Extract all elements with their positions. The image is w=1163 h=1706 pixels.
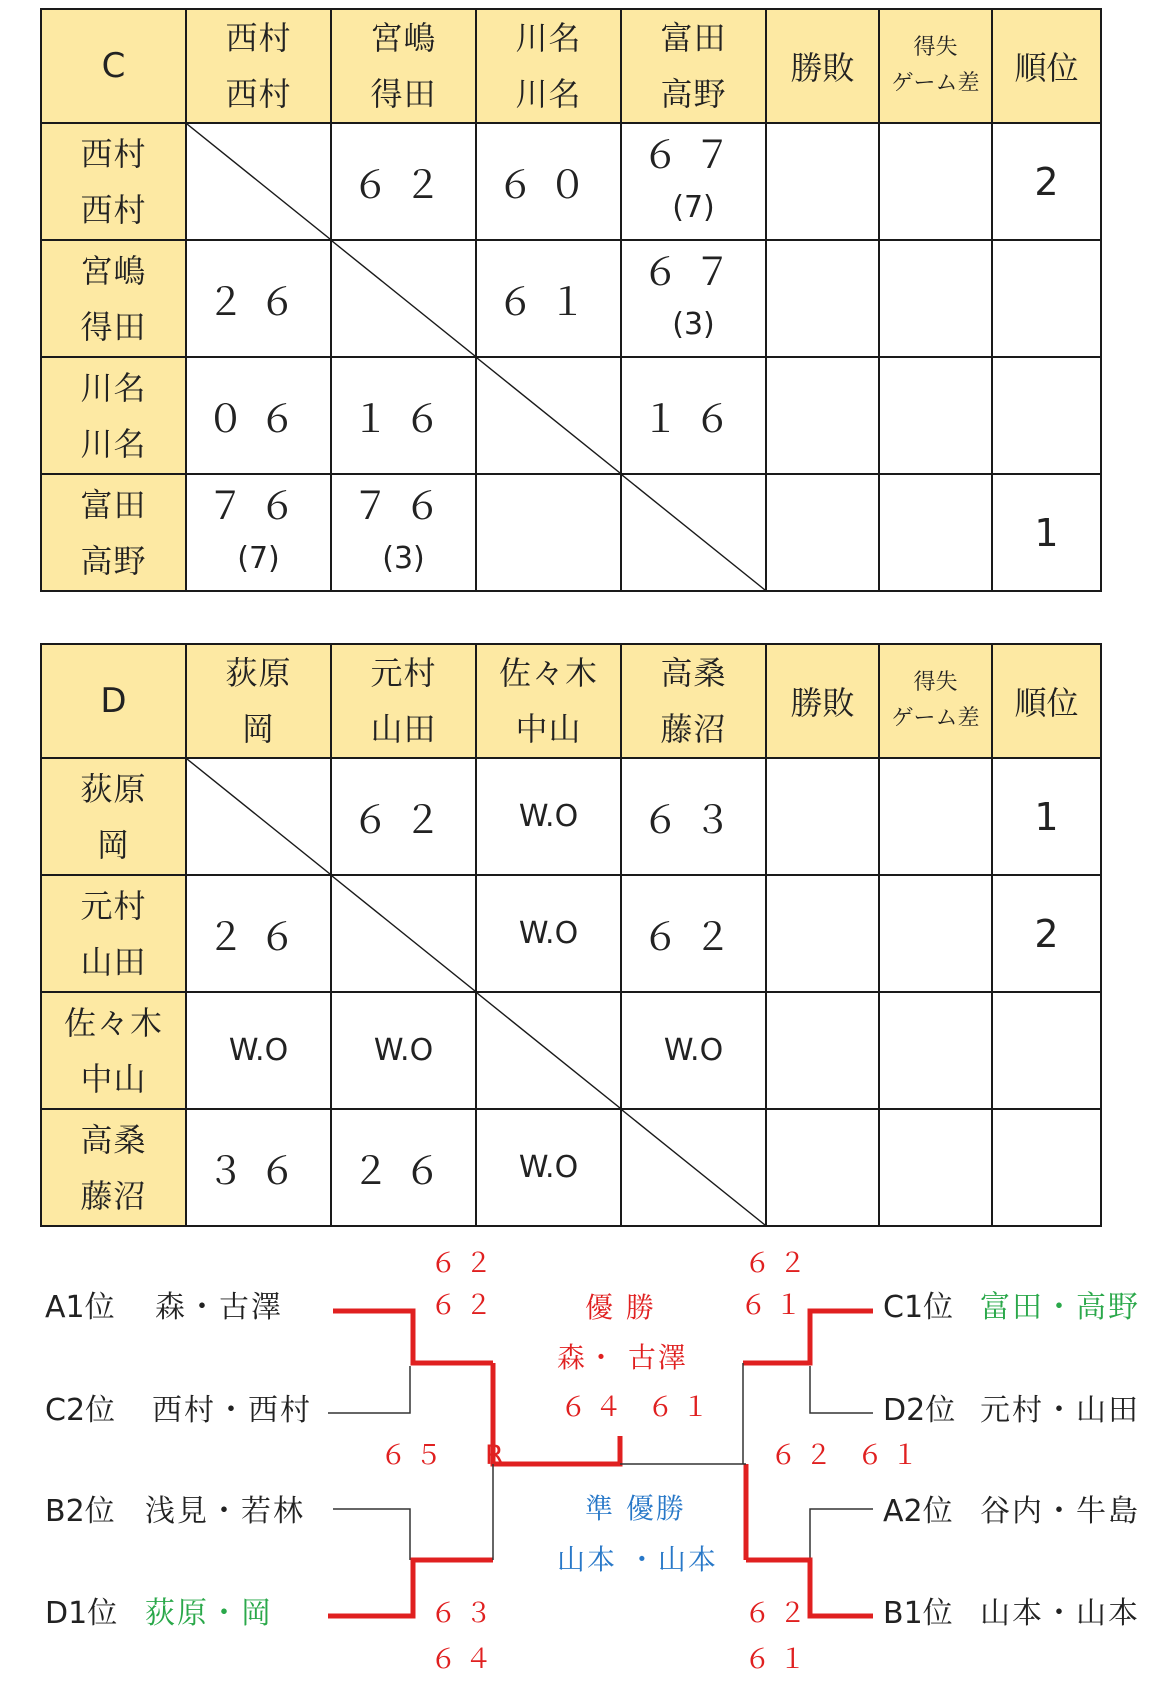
self-match-cell: [476, 357, 621, 474]
winloss-cell: [766, 357, 879, 474]
self-match-cell: [331, 240, 476, 357]
game-diff-cell: [879, 1109, 992, 1226]
game-diff-cell: [879, 240, 992, 357]
score-left-top-1: ６２: [430, 1248, 500, 1279]
col-header-player-3: 川名 川名: [476, 9, 621, 123]
rank-cell: [992, 357, 1101, 474]
bracket-line-c2: [328, 1366, 410, 1413]
bracket-left-seed-4: D1位: [45, 1596, 118, 1631]
rank-cell: 1: [992, 758, 1101, 875]
game-diff-cell: [879, 758, 992, 875]
col-header-player-4: 富田 高野: [621, 9, 766, 123]
final-score-left: ６４: [560, 1392, 630, 1423]
score-cell: １６: [331, 357, 476, 474]
col-header-game-diff: 得失 ゲーム差: [879, 9, 992, 123]
self-match-cell: [476, 992, 621, 1109]
game-diff-cell: [879, 474, 992, 591]
walkover-cell: W.O: [476, 758, 621, 875]
col-header-player-1: 荻原 岡: [186, 644, 331, 758]
walkover-cell: W.O: [331, 992, 476, 1109]
col-header-winloss: 勝敗: [766, 644, 879, 758]
winloss-cell: [766, 758, 879, 875]
score-cell: ６７ (7): [621, 123, 766, 240]
group-label: C: [41, 9, 186, 123]
bracket-left-seed-2: C2位: [45, 1393, 116, 1428]
bracket-right-name-4: 山本・山本: [980, 1596, 1140, 1631]
col-header-player-2: 元村 山田: [331, 644, 476, 758]
rank-cell: 1: [992, 474, 1101, 591]
winloss-cell: [766, 240, 879, 357]
row-header-player-2: 宮嶋 得田: [41, 240, 186, 357]
col-header-player-3: 佐々木 中山: [476, 644, 621, 758]
winloss-cell: [766, 992, 879, 1109]
score-cell: ３６: [186, 1109, 331, 1226]
runnerup-name: 山本 ・山本: [557, 1543, 718, 1576]
row-header-player-3: 川名 川名: [41, 357, 186, 474]
score-left-bottom-1: ６３: [430, 1598, 500, 1629]
bracket-right-seed-1: C1位: [883, 1290, 954, 1325]
score-cell: ６３: [621, 758, 766, 875]
col-header-rank: 順位: [992, 644, 1101, 758]
champion-label: 優 勝: [585, 1291, 656, 1324]
score-right-semi: ６２ ６１: [770, 1440, 927, 1471]
bracket-right-name-3: 谷内・牛島: [980, 1494, 1140, 1529]
bracket-left-name-2: 西村・西村: [152, 1393, 312, 1428]
table-c: [40, 8, 1102, 592]
col-header-player-2: 宮嶋 得田: [331, 9, 476, 123]
score-left-bottom-2: ６４: [430, 1644, 500, 1675]
self-match-cell: [621, 474, 766, 591]
score-right-bottom-2: ６１: [744, 1644, 814, 1675]
rank-cell: 2: [992, 875, 1101, 992]
walkover-cell: W.O: [186, 992, 331, 1109]
winloss-cell: [766, 123, 879, 240]
score-cell: ７６ (3): [331, 474, 476, 591]
bracket-left-seed-1: A1位: [45, 1290, 115, 1325]
score-cell: ６２: [331, 123, 476, 240]
bracket-left-name-1: 森・古澤: [155, 1290, 283, 1325]
score-cell: １６: [621, 357, 766, 474]
score-cell: ７６ (7): [186, 474, 331, 591]
col-header-game-diff: 得失 ゲーム差: [879, 644, 992, 758]
score-cell: ６０: [476, 123, 621, 240]
score-cell: ２６: [331, 1109, 476, 1226]
row-header-player-4: 高桑 藤沼: [41, 1109, 186, 1226]
score-cell: ２６: [186, 875, 331, 992]
runnerup-label: 準 優勝: [585, 1492, 686, 1525]
score-left-semi: ６５ R: [380, 1440, 512, 1471]
champion-name: 森・ 古澤: [557, 1341, 688, 1374]
row-header-player-2: 元村 山田: [41, 875, 186, 992]
row-header-player-1: 荻原 岡: [41, 758, 186, 875]
bracket-left-name-4: 荻原・岡: [145, 1596, 273, 1631]
bracket-right-name-2: 元村・山田: [980, 1393, 1140, 1428]
game-diff-cell: [879, 992, 992, 1109]
winloss-cell: [766, 875, 879, 992]
rank-cell: 2: [992, 123, 1101, 240]
walkover-cell: W.O: [476, 875, 621, 992]
score-left-top-2: ６２: [430, 1290, 500, 1321]
score-cell: ６２: [331, 758, 476, 875]
game-diff-cell: [879, 123, 992, 240]
score-cell: [476, 474, 621, 591]
self-match-cell: [331, 875, 476, 992]
game-diff-cell: [879, 875, 992, 992]
score-cell: ６７ (3): [621, 240, 766, 357]
walkover-cell: W.O: [476, 1109, 621, 1226]
bracket-line-d2: [810, 1366, 873, 1413]
bracket-line-b2: [333, 1509, 410, 1560]
walkover-cell: W.O: [621, 992, 766, 1109]
game-diff-cell: [879, 357, 992, 474]
rank-cell: [992, 1109, 1101, 1226]
bracket-left-seed-3: B2位: [45, 1494, 115, 1529]
winloss-cell: [766, 1109, 879, 1226]
col-header-player-1: 西村 西村: [186, 9, 331, 123]
final-score-right: ６１: [647, 1392, 717, 1423]
winloss-cell: [766, 474, 879, 591]
group-label: D: [41, 644, 186, 758]
rank-cell: [992, 992, 1101, 1109]
score-right-top-1: ６２: [744, 1248, 814, 1279]
table-d: [40, 643, 1102, 1227]
score-cell: ６２: [621, 875, 766, 992]
col-header-rank: 順位: [992, 9, 1101, 123]
score-cell: ０６: [186, 357, 331, 474]
self-match-cell: [621, 1109, 766, 1226]
score-cell: ２６: [186, 240, 331, 357]
self-match-cell: [186, 123, 331, 240]
row-header-player-4: 富田 高野: [41, 474, 186, 591]
score-cell: ６１: [476, 240, 621, 357]
bracket-left-name-3: 浅見・若林: [145, 1494, 305, 1529]
score-right-bottom-1: ６２: [744, 1598, 814, 1629]
bracket-right-name-1: 富田・高野: [980, 1290, 1140, 1325]
row-header-player-1: 西村 西村: [41, 123, 186, 240]
col-header-player-4: 高桑 藤沼: [621, 644, 766, 758]
col-header-winloss: 勝敗: [766, 9, 879, 123]
row-header-player-3: 佐々木 中山: [41, 992, 186, 1109]
bracket-line-a2: [810, 1509, 873, 1560]
self-match-cell: [186, 758, 331, 875]
rank-cell: [992, 240, 1101, 357]
score-right-top-2: ６１: [740, 1290, 810, 1321]
bracket-right-seed-2: D2位: [883, 1393, 956, 1428]
bracket-right-seed-4: B1位: [883, 1596, 953, 1631]
bracket-right-seed-3: A2位: [883, 1494, 953, 1529]
